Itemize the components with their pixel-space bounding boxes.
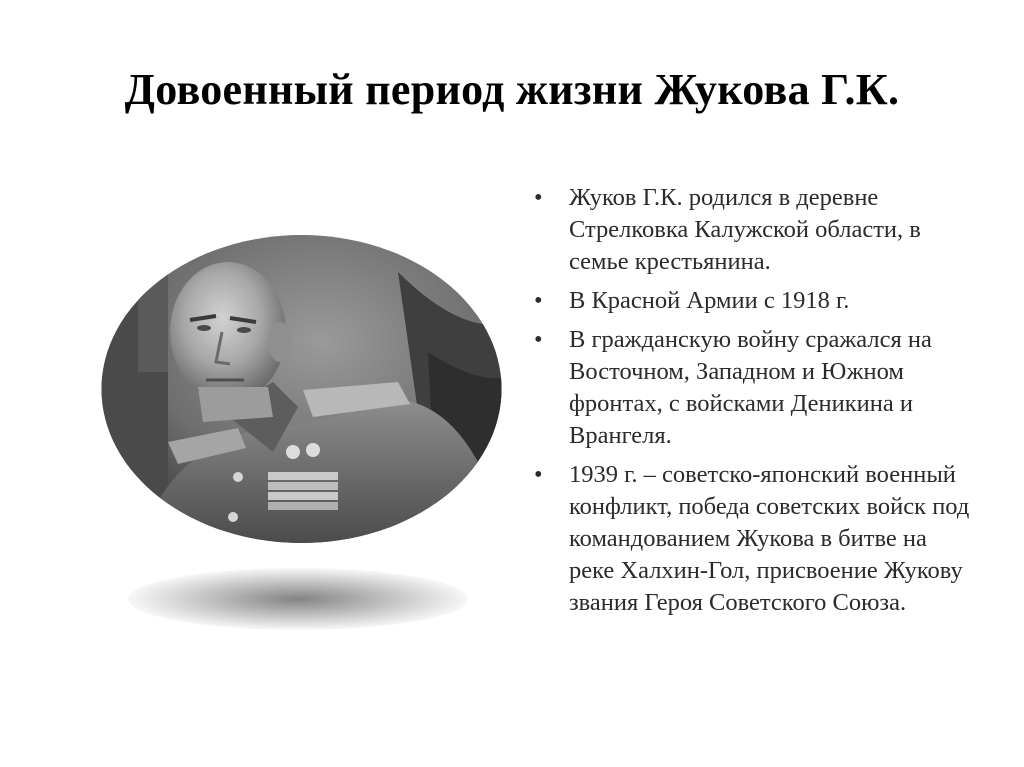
- bullet-icon: •: [534, 287, 543, 314]
- photo-shadow: [128, 568, 468, 630]
- bullet-icon: •: [534, 461, 543, 488]
- list-item: [532, 285, 972, 317]
- slide-title: Довоенный период жизни Жукова Г.К.: [124, 65, 900, 114]
- list-item: [532, 324, 972, 452]
- portrait-icon: [98, 232, 505, 546]
- list-item: [532, 182, 972, 278]
- bullet-icon: •: [534, 326, 543, 353]
- bullet-icon: •: [534, 184, 543, 211]
- list-item: [532, 459, 972, 619]
- portrait-photo: [98, 232, 505, 546]
- bullet-text: В гражданскую войну сражался на Восточном, Западном и Южном фронтах, с войсками Деникина и Врангеля.: [569, 326, 932, 449]
- bullet-text: В Красной Армии с 1918 г.: [569, 287, 850, 314]
- bullet-text: 1939 г. – советско-японский военный конфликт, победа советских войск под командованием Жукова в битве на реке Халхин-Гол, присвоение Жукову звания Героя Советского Союза.: [569, 461, 970, 616]
- bullet-text: Жуков Г.К. родился в деревне Стрелковка Калужской области, в семье крестьянина.: [569, 184, 921, 275]
- bullet-list: [532, 182, 972, 626]
